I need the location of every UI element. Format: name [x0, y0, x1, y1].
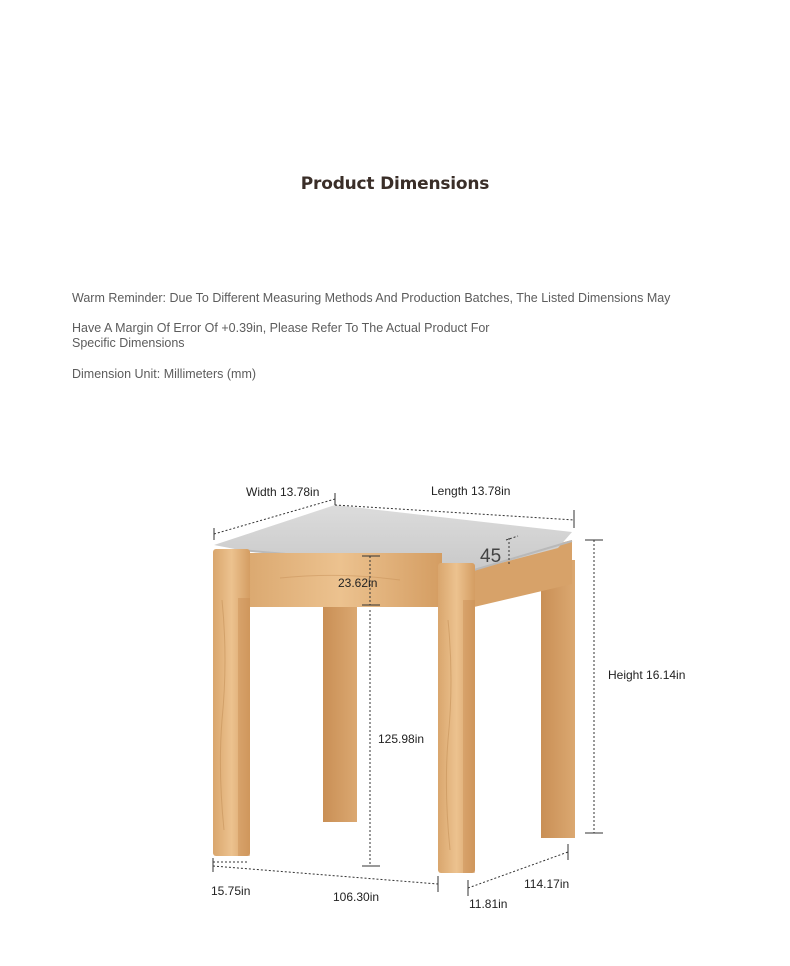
front-span-label: 106.30in — [333, 890, 380, 904]
chamfer-angle-label: 45 — [480, 546, 502, 567]
width-label: Width 13.78in — [246, 485, 320, 499]
reminder-line-2: Have A Margin Of Error Of +0.39in, Please Refer To The Actual Product For Specific Dimensions — [72, 321, 490, 350]
leg-thickness-label: 15.75in — [211, 884, 251, 898]
height-label: Height 16.14in — [608, 668, 686, 682]
leg-clearance-label: 125.98in — [378, 732, 425, 746]
apron-height-label: 23.62in — [338, 576, 378, 590]
stool-illustration — [213, 505, 575, 873]
back-right-leg — [541, 560, 575, 838]
side-span-label: 114.17in — [524, 877, 570, 891]
back-left-leg — [323, 598, 357, 822]
leg-depth-label: 11.81in — [469, 897, 508, 911]
dimension-unit-note: Dimension Unit: Millimeters (mm) — [72, 367, 257, 381]
reminder-line-1: Warm Reminder: Due To Different Measuring Methods And Production Batches, The Listed Dimensions May — [72, 291, 671, 305]
length-label: Length 13.78in — [431, 484, 511, 498]
page-title: Product Dimensions — [300, 174, 490, 194]
